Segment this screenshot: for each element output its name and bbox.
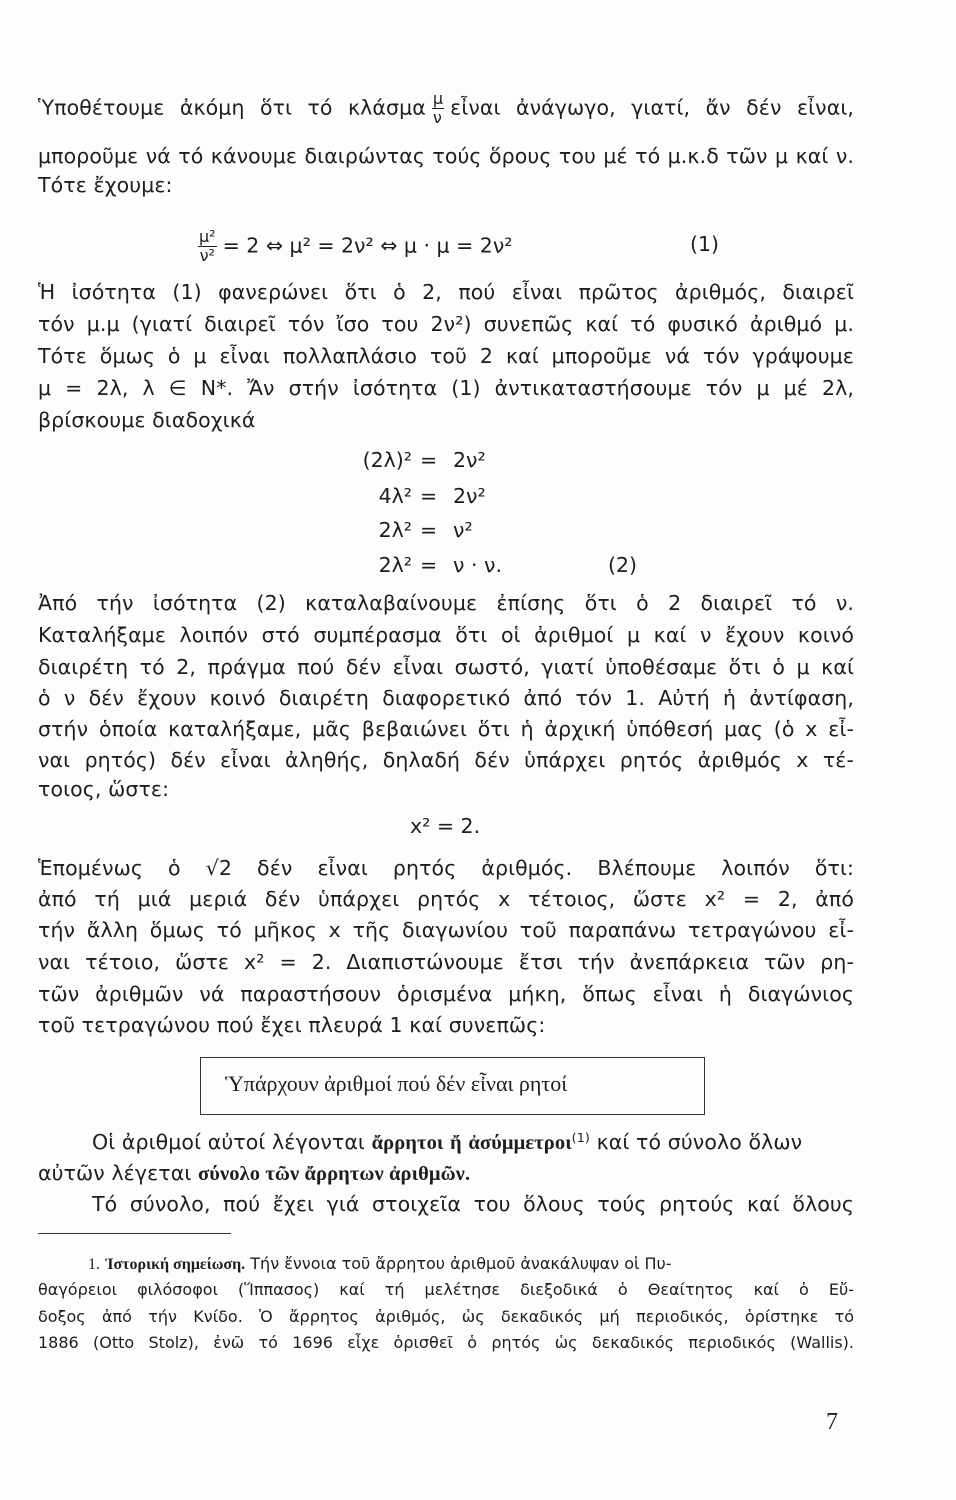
text-span: Ὑποθέτουμε ἀκόμη ὅτι τό κλάσμα <box>38 95 426 120</box>
step-equals: = <box>420 518 438 542</box>
text-line: ἀπό τή μιά μεριά δέν ὑπάρχει ρητός x τέτοιος, ὥστε x² = 2, ἀπό <box>38 887 854 911</box>
text-line: ὁ ν δέν ἔχουν κοινό διαιρέτη διαφορετικό ἀπό τόν 1. Αὐτή ἡ ἀντίφαση, <box>38 686 854 710</box>
term-irrational: ἄρρητοι <box>371 1132 444 1154</box>
text-line: Ἡ ἰσότητα (1) φανερώνει ὅτι ὁ 2, πού εἶναι πρῶτος ἀριθμός, διαιρεῖ <box>38 280 854 304</box>
step-equals: = <box>420 553 438 577</box>
text-line: Τό σύνολο, πού ἔχει γιά στοιχεῖα του ὅλους τούς ρητούς καί ὅλους <box>92 1192 854 1216</box>
fraction-numerator: μ² <box>199 227 216 246</box>
page-number: 7 <box>826 1409 838 1435</box>
text-line: Ἀπό τήν ἰσότητα (2) καταλαβαίνουμε ἐπίσης ὅτι ὁ 2 διαιρεῖ τό ν. <box>38 591 854 615</box>
text-line: Τότε ὅμως ὁ μ εἶναι πολλαπλάσιο τοῦ 2 καί μποροῦμε νά τόν γράψουμε <box>38 344 854 368</box>
footnote-line: 1886 (Otto Stolz), ἐνῶ τό 1696 εἶχε ὁρισθεῖ ὁ ρητός ὡς δεκαδικός περιοδικός (Wallis). <box>38 1333 854 1352</box>
fraction-denominator: ν <box>432 108 444 127</box>
step-rhs: 2ν² <box>453 484 486 508</box>
text-line: βρίσκουμε διαδοχικά <box>38 408 256 432</box>
text-line: τοιος, ὥστε: <box>38 777 170 801</box>
footnote-title: Ἱστορική σημείωση. <box>105 1256 246 1273</box>
footnote-line <box>88 1252 854 1277</box>
step-equals: = <box>420 484 438 508</box>
fraction-mu-over-nu <box>432 90 444 127</box>
step-lhs: 4λ² <box>378 484 412 508</box>
term-or: ἤ <box>450 1132 462 1154</box>
text-line: διαιρέτη τό 2, πράγμα πού δέν εἶναι σωστό, γιατί ὑποθέσαμε ὅτι ὁ μ καί <box>38 655 854 679</box>
step-lhs: 2λ² <box>378 518 412 542</box>
text-line: στήν ὁποία καταλήξαμε, μᾶς βεβαιώνει ὅτι ἡ ἀρχική ὑπόθεσή μας (ὁ x εἶ- <box>38 717 854 741</box>
text-line: Καταλήξαμε λοιπόν στό συμπέρασμα ὅτι οἱ ἀριθμοί μ καί ν ἔχουν κοινό <box>38 623 854 647</box>
fraction-numerator: μ <box>432 89 444 108</box>
text-span: καί τό σύνολο ὅλων <box>596 1130 803 1154</box>
step-lhs: 2λ² <box>378 553 412 577</box>
text-line: μ = 2λ, λ ∈ N*. Ἄν στήν ἰσότητα (1) ἀντικαταστήσουμε τόν μ μέ 2λ, <box>38 376 854 400</box>
step-equals: = <box>420 448 438 472</box>
text-line <box>38 1158 854 1190</box>
footnote-rule <box>38 1233 231 1234</box>
text-line <box>38 90 854 127</box>
footnote-number: 1. <box>88 1256 100 1273</box>
text-span: Οἱ ἀριθμοί αὐτοί λέγονται <box>92 1130 365 1154</box>
step-rhs: ν · ν. <box>453 553 502 577</box>
text-line: Τότε ἔχουμε: <box>38 173 173 197</box>
footnote-line: δοξος ἀπό τήν Κνίδο. Ὁ ἄρρητος ἀριθμός, ὡς δεκαδικός μή περιοδικός, ὁρίστηκε τό <box>38 1307 854 1326</box>
text-line <box>92 1127 854 1159</box>
text-line: τόν μ.μ (γιατί διαιρεῖ τόν ἴσο του 2ν²) συνεπῶς καί τό φυσικό ἀριθμό μ. <box>38 312 854 336</box>
text-span: Τήν ἔννοια τοῦ ἄρρητου ἀριθμοῦ ἀνακάλυψαν οἱ Πυ- <box>250 1254 672 1273</box>
text-span: εἶναι ἀνάγωγο, γιατί, ἄν δέν εἶναι, <box>450 95 854 120</box>
equation-label: (1) <box>690 232 720 256</box>
term-incommensurable: ἀσύμμετροι <box>468 1132 572 1154</box>
equation-label: (2) <box>608 553 638 577</box>
text-span: αὐτῶν λέγεται <box>38 1161 192 1185</box>
statement-text: Ὑπάρχουν ἀριθμοί πού δέν εἶναι ρητοί <box>225 1071 568 1096</box>
fraction-mu2-over-nu2 <box>198 228 217 265</box>
text-line: μποροῦμε νά τό κάνουμε διαιρώντας τούς ὅρους του μέ τό μ.κ.δ τῶν μ καί ν. <box>38 144 854 168</box>
term-irrational-set: σύνολο τῶν ἄρρητων ἀριθμῶν. <box>198 1163 471 1185</box>
step-lhs: (2λ)² <box>362 448 412 472</box>
text-line: Ἑπομένως ὁ √2 δέν εἶναι ρητός ἀριθμός. Βλέπουμε λοιπόν ὅτι: <box>38 856 854 880</box>
step-rhs: ν² <box>453 518 473 542</box>
equation-body: = 2 ⇔ μ² = 2ν² ⇔ μ · μ = 2ν² <box>222 233 513 258</box>
derivation-step <box>0 445 956 476</box>
text-line: ναι τέτοιο, ὥστε x² = 2. Διαπιστώνουμε ἔτσι τήν ἀνεπάρκεια τῶν ρη- <box>38 950 854 974</box>
text-line: τήν ἄλλη ὅμως τό μῆκος x τῆς διαγωνίου τοῦ παραπάνω τετραγώνου εἶ- <box>38 918 854 942</box>
text-line: ναι ρητός) δέν εἶναι ἀληθής, δηλαδή δέν ὑπάρχει ρητός ἀριθμός x τέ- <box>38 748 854 772</box>
text-line: τῶν ἀριθμῶν νά παραστήσουν ὁρισμένα μήκη, ὅπως εἶναι ἡ διαγώνιος <box>38 982 854 1006</box>
fraction-denominator: ν² <box>199 246 215 265</box>
derivation-step <box>0 481 956 512</box>
text-line: τοῦ τετραγώνου πού ἔχει πλευρά 1 καί συνεπῶς: <box>38 1013 546 1037</box>
equation-x-squared: x² = 2. <box>410 814 481 838</box>
step-rhs: 2ν² <box>453 448 486 472</box>
derivation-step <box>0 515 956 546</box>
derivation-step <box>0 550 956 581</box>
footnote-line: θαγόρειοι φιλόσοφοι (Ἵππασος) καί τή μελέτησε διεξοδικά ὁ Θεαίτητος καί ὁ Εὔ- <box>38 1280 854 1299</box>
equation-1 <box>198 228 513 265</box>
footnote-ref[interactable]: (1) <box>571 1130 590 1146</box>
